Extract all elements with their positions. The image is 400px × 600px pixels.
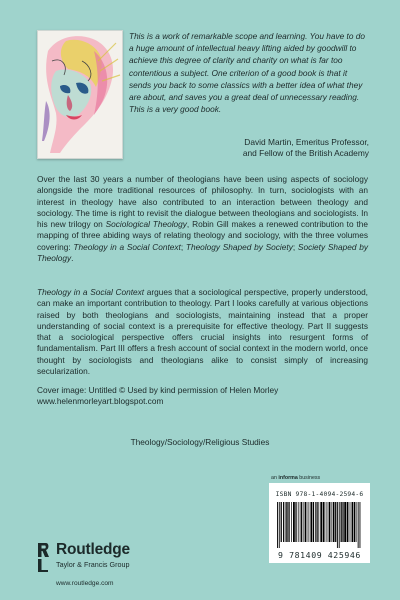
barcode-bar: [331, 502, 332, 542]
volume-title: Theology Shaped by Society: [185, 241, 293, 252]
barcode-bar: [298, 502, 299, 542]
barcode-bar: [313, 502, 314, 542]
volume-title: Theology in a Social Context: [73, 241, 181, 252]
barcode-bar: [307, 502, 308, 542]
publisher-group: Taylor & Francis Group: [56, 560, 130, 569]
barcode-bar: [358, 502, 359, 548]
barcode-bar: [329, 502, 330, 542]
informa-business-label: an informa business: [271, 475, 321, 481]
barcode-bar: [350, 502, 351, 542]
barcode-bar: [317, 502, 318, 542]
barcode-bar: [287, 502, 288, 542]
barcode-bar: [352, 502, 354, 542]
barcode-bar: [354, 502, 355, 542]
barcode-bar: [347, 502, 349, 542]
cover-credit: [37, 385, 368, 408]
barcode-bar: [300, 502, 301, 542]
barcode-bar: [304, 502, 305, 542]
barcode-bar: [295, 502, 296, 542]
barcode-bar: [342, 502, 343, 542]
barcode-bar: [326, 502, 327, 542]
barcode-bar: [277, 502, 278, 548]
separator: ;: [180, 241, 186, 252]
barcode-bar: [335, 502, 336, 542]
cover-artwork-image: [37, 30, 123, 159]
portrait-painting: [38, 31, 122, 158]
barcode-bar: [289, 502, 290, 542]
description-text: .: [71, 253, 74, 264]
endorser-name: David Martin, Emeritus Professor,: [244, 137, 369, 147]
barcode-bar: [356, 502, 357, 542]
publisher-block: [37, 537, 197, 587]
subject-categories: Theology/Sociology/Religious Studies: [130, 437, 270, 447]
description-paragraph-1: [37, 174, 368, 264]
description-text: , Robin Gill makes a renewed contribution to the mapping of three abiding ways of relating theology and sociology, with the three volumes covering:: [37, 219, 368, 252]
barcode-digits: 9 781409 425946: [278, 550, 361, 560]
barcode-bar: [283, 502, 284, 542]
book-title: Theology in a Social Context: [37, 287, 145, 297]
informa-brand: informa: [278, 475, 298, 481]
isbn-label: ISBN 978-1-4094-2594-6: [275, 491, 364, 498]
barcode-bar: [309, 502, 310, 542]
barcode-bar: [318, 502, 319, 542]
barcode-bar: [320, 502, 322, 542]
barcode-bar: [291, 502, 292, 542]
barcode-bar: [344, 502, 346, 542]
barcode-bar: [286, 502, 287, 542]
description-paragraph-2: [37, 287, 368, 377]
barcode-bars: [277, 502, 362, 548]
barcode-bar: [305, 502, 306, 542]
barcode-bar: [315, 502, 316, 542]
cover-credit-text: Cover image: Untitled © Used by kind permission of Helen Morley: [37, 385, 279, 395]
artist-website: www.helenmorleyart.blogspot.com: [37, 396, 164, 407]
volume-title: Society Shaped by Theology: [37, 241, 368, 264]
separator: ;: [292, 241, 298, 252]
barcode-bar: [328, 502, 329, 542]
barcode-bar: [333, 502, 335, 542]
publisher-website: www.routledge.com: [56, 580, 114, 587]
barcode-bar: [341, 502, 342, 542]
isbn-barcode: [269, 483, 370, 563]
publisher-name: Routledge: [56, 541, 130, 558]
series-title: Sociological Theology: [105, 219, 187, 230]
barcode-bar: [360, 502, 361, 548]
barcode-bar: [337, 502, 338, 548]
description-text: Over the last 30 years a number of theologians have been using aspects of sociology alongside the more traditional resources of philosophy. In turn, sociologists with an interest in theology have also contributed to an interaction between theology and sociology. The time is right to revisit the dialogue between theologians and sociologists. In his new trilogy on: [37, 174, 368, 230]
barcode-bar: [310, 502, 312, 542]
barcode-bar: [279, 502, 280, 548]
barcode-bar: [281, 502, 282, 542]
barcode-bar: [323, 502, 325, 542]
barcode-bar: [339, 502, 340, 548]
description-text: argues that a sociological perspective, properly understood, can make an important contribution to theology. Part I looks carefully at various objections raised by both theologians and sociologists, maintaining instead that a proper understanding of social context is a prerequisite for effective theology. Part II suggests that a sociological perspective offers crucial insights into resurgent forms of fundamentalism. Part III offers a fresh account of social context in the modern world, once thought by sociologists and theologians alike to consist simply of increasing secularization.: [37, 287, 368, 377]
endorser-affiliation: and Fellow of the British Academy: [242, 148, 369, 159]
barcode-bar: [293, 502, 295, 542]
barcode-bar: [301, 502, 302, 542]
endorsement-quote: This is a work of remarkable scope and learning. You have to do a huge amount of intellectual heavy lifting aided by goodwill to achieve this degree of clarity and charity on what is far too contentious a subject. One criterion of a good book is that it sends you back to some classics with a better idea of what they are about, and saves you a great deal of unnecessary reading. This is a very good book.: [129, 31, 365, 115]
routledge-logo-icon: [37, 541, 50, 573]
endorsement-attribution: [209, 137, 369, 159]
